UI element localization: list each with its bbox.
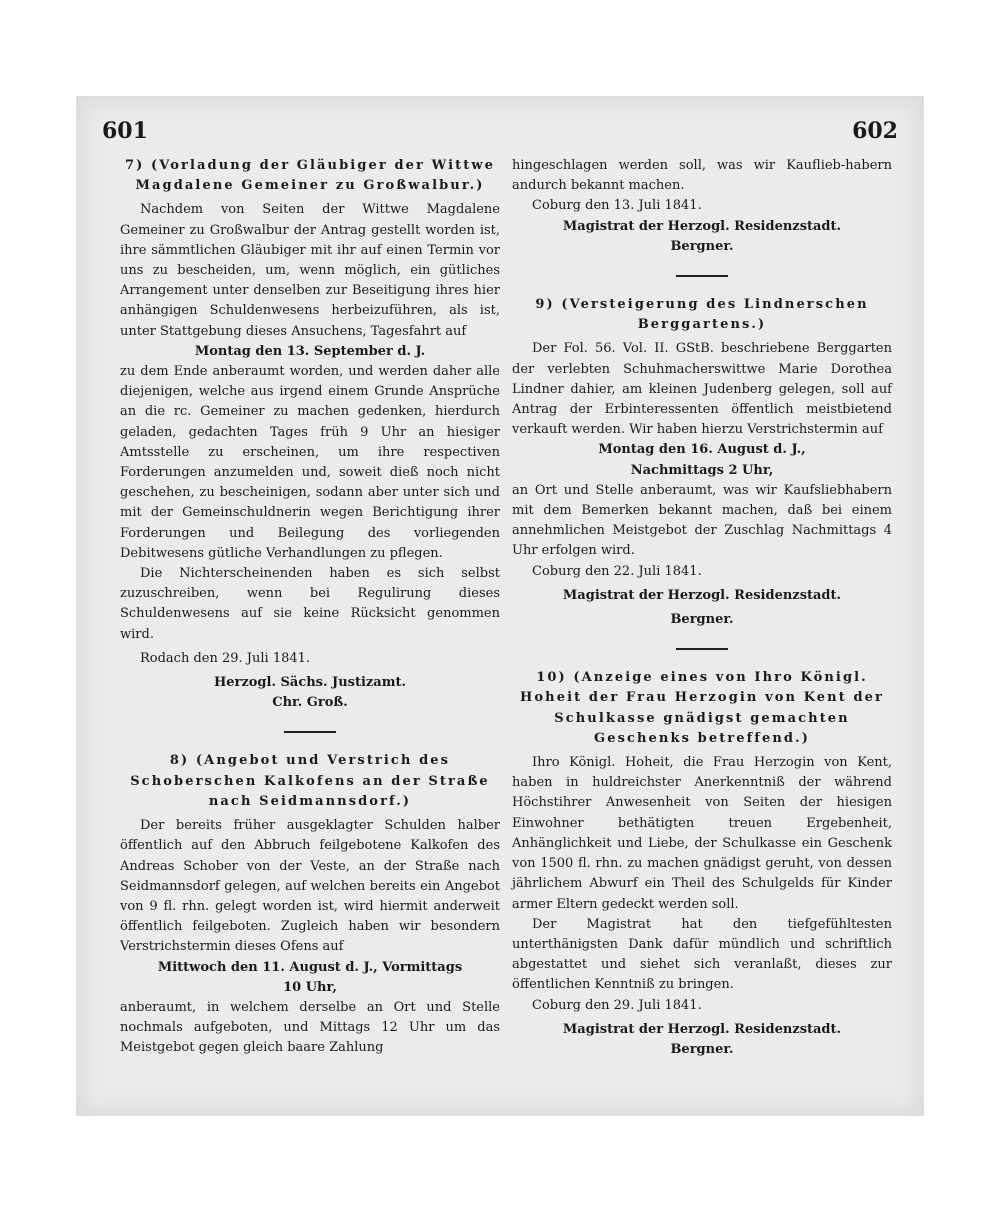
section-separator [284, 731, 336, 733]
section-9-authority: Magistrat der Herzogl. Residenzstadt. [562, 587, 842, 603]
section-7-signature: Chr. Groß. [272, 695, 348, 711]
section-8-authority: Magistrat der Herzogl. Residenzstadt. [562, 218, 842, 234]
section-10-signature: Bergner. [670, 1041, 734, 1057]
section-9-heading: 9) (Versteigerung des Lindnerschen Berggartens.) [535, 297, 869, 333]
section-10-heading: 10) (Anzeige eines von Ihro Königl. Hoheit der Frau Herzogin von Kent der Schulkasse gnädigst gemachten Geschenks betreffend.) [520, 670, 884, 746]
section-8-signature: Bergner. [670, 238, 734, 254]
section-8-body: Der bereits früher ausgeklagter Schulden halber öffentlich auf den Abbruch feilgebotene Kalkofen des Andreas Schober von der Veste, an der Straße nach Seidmannsdorf gelegen, auf welchen bereits ein Angebot von 9 fl. rhn. gelegt worden ist, wird hiermit anderweit öffentlich feilgeboten. Zugleich haben wir besondern Verstrichstermin dieses Ofens auf [120, 818, 500, 955]
section-7-body-3: Die Nichterscheinenden haben es sich selbst zuzuschreiben, wenn bei Regulirung dieses Schuldenwesens auf sie keine Rücksicht genommen wird. [120, 566, 500, 642]
section-8-continued-body: hingeschlagen werden soll, was wir Kauflieb-habern andurch bekannt machen. [512, 158, 892, 194]
section-separator [676, 648, 728, 650]
section-10-body: Ihro Königl. Hoheit, die Frau Herzogin von Kent, haben in huldreichster Anerkenntniß der während Höchstihrer Anwesenheit von Seiten der hiesigen Einwohner bethätigten treuen Ergebenheit, Anhänglichkeit und Liebe, der Schulkasse ein Geschenk von 1500 fl. rhn. zu machen gnädigst geruht, von dessen jährlichem Abwurf ein Theil des Schulgelds für Kinder armer Eltern gedeckt werden soll. [512, 755, 892, 912]
section-7-body: Nachdem von Seiten der Wittwe Magdalene Gemeiner zu Großwalbur der Antrag gestellt worden ist, ihre sämmtlichen Gläubiger mit ihr auf einen Termin vor uns zu bescheiden, um, wenn möglich, ein gütliches Arrangement unter denselben zur Beseitigung ihres hier anhängigen Schuldenwesens herbeizuführen, als ist, unter Stattgebung dieses Ansuchens, Tagesfahrt auf [120, 202, 500, 339]
section-9-place-date: Coburg den 22. Juli 1841. [532, 563, 702, 579]
right-column [512, 156, 892, 1060]
section-9-signature: Bergner. [670, 612, 734, 628]
section-10-authority: Magistrat der Herzogl. Residenzstadt. [562, 1021, 842, 1037]
section-10-place-date: Coburg den 29. Juli 1841. [532, 997, 702, 1013]
left-column [120, 156, 500, 1059]
section-8-place-date: Coburg den 13. Juli 1841. [532, 198, 702, 214]
page-number-left: 601 [102, 118, 148, 144]
section-8-date-2: 10 Uhr, [283, 979, 337, 995]
section-7-date: Montag den 13. September d. J. [194, 343, 426, 359]
section-9-date-2: Nachmittags 2 Uhr, [630, 462, 774, 478]
section-9-body-2: an Ort und Stelle anberaumt, was wir Kaufsliebhabern mit dem Bemerken bekannt machen, daß bei einem annehmlichen Meistgebot der Zuschlag Nachmittags 4 Uhr erfolgen wird. [512, 482, 892, 559]
section-9-date-1: Montag den 16. August d. J., [598, 442, 806, 458]
section-7-body-2: zu dem Ende anberaumt worden, und werden daher alle diejenigen, welche aus irgend einem Grunde Ansprüche an die rc. Gemeiner zu machen gedenken, hierdurch geladen, gedachten Tages früh 9 Uhr an hiesiger Amtsstelle zu erscheinen, um ihre respectiven Forderungen anzumelden und, soweit dieß noch nicht geschehen, zu bescheinigen, sodann aber unter sich und mit der Gemeinschuldnerin wegen Berichtigung ihrer Forderungen und Beilegung des vorliegenden Debitwesens gütliche Verhandlungen zu pflegen. [120, 364, 500, 561]
section-9-body: Der Fol. 56. Vol. II. GStB. beschriebene Berggarten der verlebten Schuhmacherswittwe Marie Dorothea Lindner dahier, am kleinen Judenberg gelegen, soll auf Antrag der Erbinteressenten öffentlich meistbietend verkauft werden. Wir haben hierzu Verstrichstermin auf [512, 341, 892, 438]
section-7-place-date: Rodach den 29. Juli 1841. [140, 650, 311, 666]
section-8-heading: 8) (Angebot und Verstrich des Schoberschen Kalkofens an der Straße nach Seidmannsdorf.) [130, 753, 490, 809]
scanned-page [76, 96, 924, 1116]
section-8-date-1: Mittwoch den 11. August d. J., Vormittags [157, 959, 463, 975]
section-separator [676, 275, 728, 277]
section-8-body-2: anberaumt, in welchem derselbe an Ort und Stelle nochmals aufgeboten, und Mittags 12 Uhr um das Meistgebot gegen gleich baare Zahlung [120, 999, 500, 1056]
section-7-authority: Herzogl. Sächs. Justizamt. [213, 675, 407, 691]
section-10-body-2: Der Magistrat hat den tiefgefühltesten unterthänigsten Dank dafür mündlich und schriftlich abgestattet und siehet sich veranlaßt, dieses zur öffentlichen Kenntniß zu bringen. [512, 916, 892, 993]
section-7-heading: 7) (Vorladung der Gläubiger der Wittwe Magdalene Gemeiner zu Großwalbur.) [125, 158, 495, 194]
page-number-right: 602 [852, 118, 898, 144]
